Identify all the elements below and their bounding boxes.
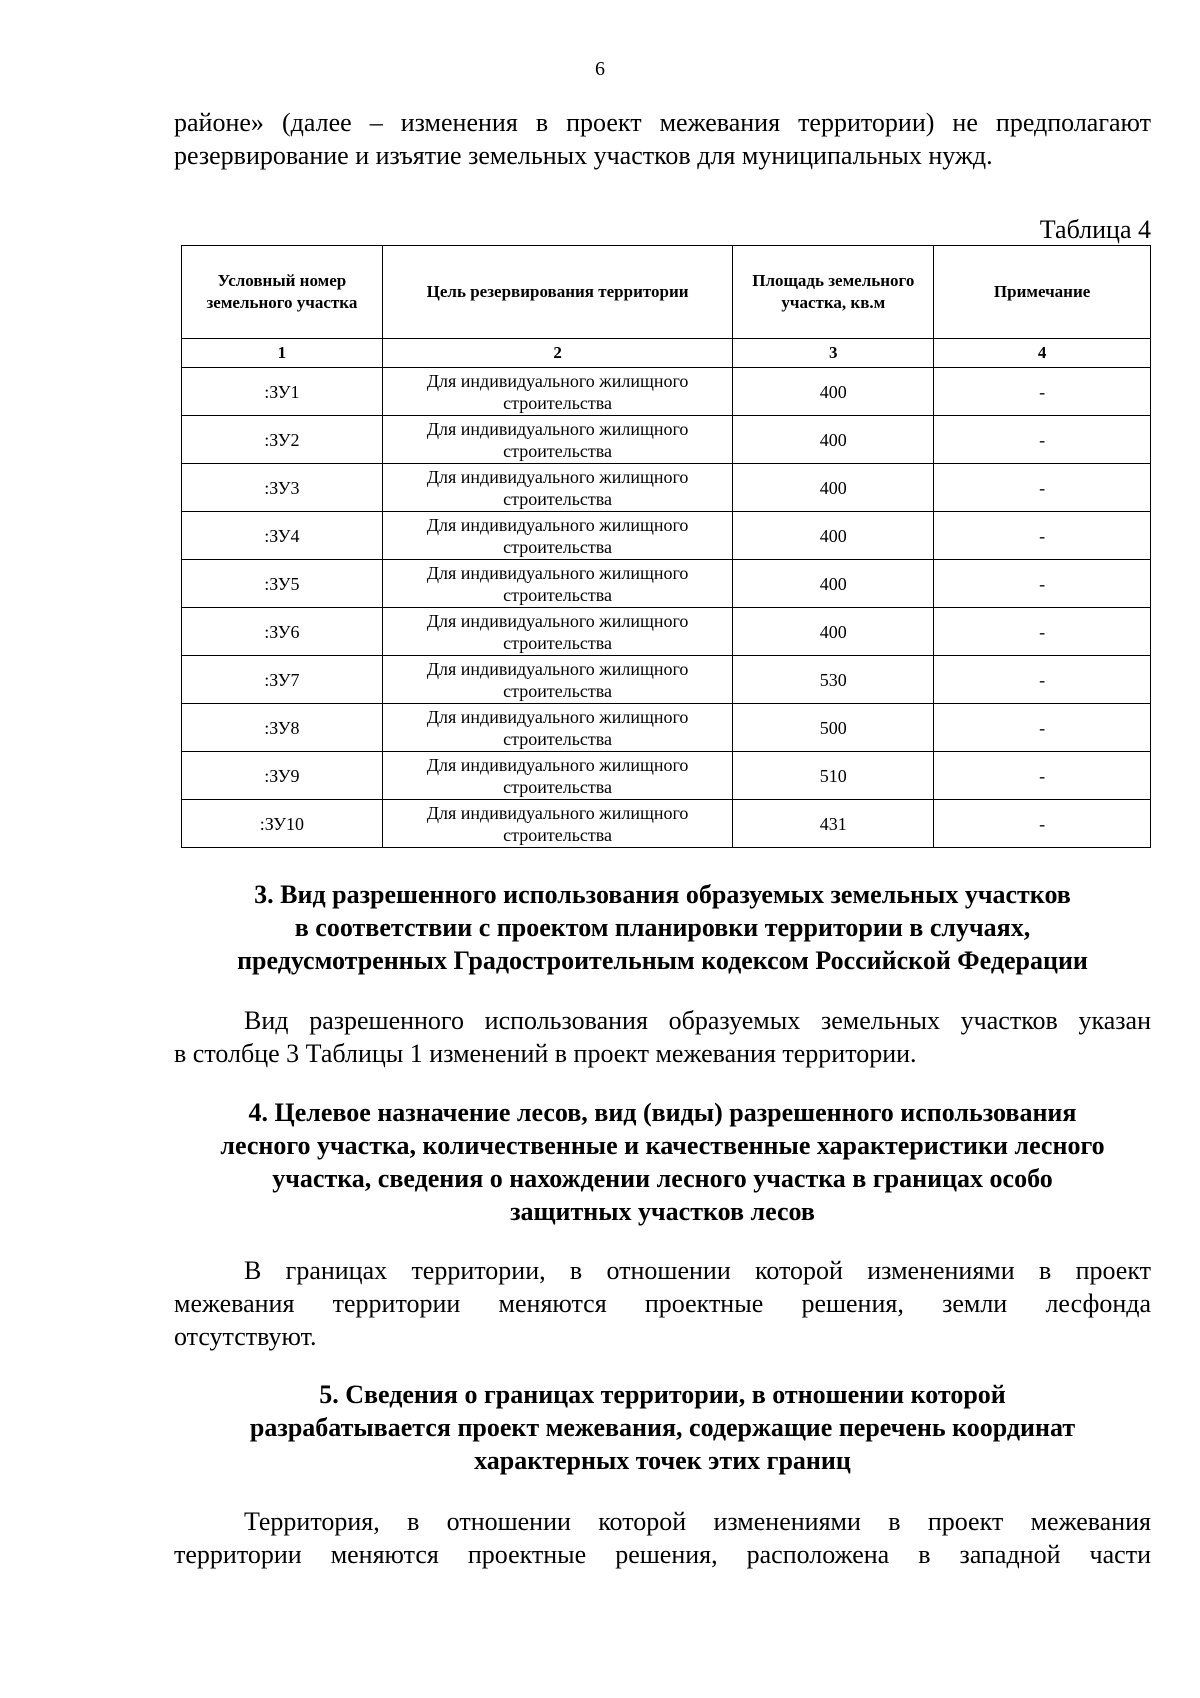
- purpose-cell: Для индивидуального жилищного строительства: [382, 416, 733, 464]
- heading-line: лесного участка, количественные и качественные характеристики лесного: [220, 1131, 1105, 1160]
- area-cell: 400: [733, 560, 934, 608]
- purpose-cell: Для индивидуального жилищного строительства: [382, 800, 733, 848]
- table-row: [182, 752, 1151, 800]
- table-row: [182, 464, 1151, 512]
- heading-line: в соответствии с проектом планировки территории в случаях,: [294, 913, 1031, 942]
- land-reservation-table: [181, 245, 1151, 848]
- area-cell: 400: [733, 416, 934, 464]
- paragraph-line: В границах территории, в отношении которой изменениями в проект: [244, 1256, 1151, 1285]
- header-cell: Цель резервирования территории: [382, 246, 733, 339]
- note-cell: -: [934, 800, 1151, 848]
- parcel-id-cell: :ЗУ1: [182, 368, 383, 416]
- table-row: [182, 704, 1151, 752]
- page-number: 6: [595, 58, 605, 80]
- intro-line: районе» (далее – изменения в проект межевания территории) не предполагают: [174, 108, 1151, 137]
- header-cell: Площадь земельного участка, кв.м: [733, 246, 934, 339]
- area-cell: 400: [733, 368, 934, 416]
- table-row: [182, 416, 1151, 464]
- column-number: 3: [733, 339, 934, 368]
- section-3-paragraph: [174, 1004, 1151, 1070]
- note-cell: -: [934, 656, 1151, 704]
- heading-line: характерных точек этих границ: [474, 1446, 851, 1475]
- purpose-cell: Для индивидуального жилищного строительства: [382, 464, 733, 512]
- paragraph-line: отсутствуют.: [174, 1322, 317, 1351]
- note-cell: -: [934, 464, 1151, 512]
- area-cell: 510: [733, 752, 934, 800]
- note-cell: -: [934, 608, 1151, 656]
- parcel-id-cell: :ЗУ4: [182, 512, 383, 560]
- area-cell: 400: [733, 464, 934, 512]
- purpose-cell: Для индивидуального жилищного строительства: [382, 752, 733, 800]
- section-3-heading: [174, 878, 1151, 977]
- area-cell: 431: [733, 800, 934, 848]
- note-cell: -: [934, 368, 1151, 416]
- paragraph-line: территории меняются проектные решения, расположена в западной части: [174, 1540, 1151, 1569]
- parcel-id-cell: :ЗУ5: [182, 560, 383, 608]
- heading-line: предусмотренных Градостроительным кодексом Российской Федерации: [237, 946, 1088, 975]
- parcel-id-cell: :ЗУ3: [182, 464, 383, 512]
- purpose-cell: Для индивидуального жилищного строительства: [382, 560, 733, 608]
- table-header-row: [182, 246, 1151, 339]
- purpose-cell: Для индивидуального жилищного строительства: [382, 704, 733, 752]
- heading-line: 3. Вид разрешенного использования образуемых земельных участков: [254, 880, 1071, 909]
- note-cell: -: [934, 416, 1151, 464]
- table-row: [182, 656, 1151, 704]
- note-cell: -: [934, 512, 1151, 560]
- column-number: 2: [382, 339, 733, 368]
- area-cell: 400: [733, 512, 934, 560]
- table-row: [182, 800, 1151, 848]
- table-row: [182, 560, 1151, 608]
- header-cell: Условный номер земельного участка: [182, 246, 383, 339]
- purpose-cell: Для индивидуального жилищного строительства: [382, 608, 733, 656]
- section-4-heading: [174, 1096, 1151, 1228]
- section-4-paragraph: [174, 1254, 1151, 1353]
- table-row: [182, 512, 1151, 560]
- note-cell: -: [934, 704, 1151, 752]
- heading-line: защитных участков лесов: [510, 1197, 815, 1226]
- intro-paragraph: [174, 106, 1151, 172]
- paragraph-line: в столбце 3 Таблицы 1 изменений в проект межевания территории.: [174, 1039, 917, 1068]
- purpose-cell: Для индивидуального жилищного строительства: [382, 656, 733, 704]
- heading-line: разрабатывается проект межевания, содержащие перечень координат: [249, 1413, 1076, 1442]
- note-cell: -: [934, 560, 1151, 608]
- heading-line: 4. Целевое назначение лесов, вид (виды) разрешенного использования: [248, 1098, 1077, 1127]
- parcel-id-cell: :ЗУ9: [182, 752, 383, 800]
- area-cell: 530: [733, 656, 934, 704]
- section-5-heading: [174, 1378, 1151, 1477]
- purpose-cell: Для индивидуального жилищного строительства: [382, 512, 733, 560]
- parcel-id-cell: :ЗУ2: [182, 416, 383, 464]
- area-cell: 500: [733, 704, 934, 752]
- paragraph-line: Территория, в отношении которой изменениями в проект межевания: [244, 1507, 1151, 1536]
- heading-line: 5. Сведения о границах территории, в отношении которой: [319, 1380, 1006, 1409]
- table-row: [182, 368, 1151, 416]
- purpose-cell: Для индивидуального жилищного строительства: [382, 368, 733, 416]
- paragraph-line: Вид разрешенного использования образуемых земельных участков указан: [244, 1006, 1151, 1035]
- area-cell: 400: [733, 608, 934, 656]
- paragraph-line: межевания территории меняются проектные решения, земли лесфонда: [174, 1289, 1151, 1318]
- parcel-id-cell: :ЗУ6: [182, 608, 383, 656]
- parcel-id-cell: :ЗУ8: [182, 704, 383, 752]
- parcel-id-cell: :ЗУ7: [182, 656, 383, 704]
- intro-line: резервирование и изъятие земельных участков для муниципальных нужд.: [174, 141, 993, 170]
- header-cell: Примечание: [934, 246, 1151, 339]
- column-number-row: [182, 339, 1151, 368]
- heading-line: участка, сведения о нахождении лесного участка в границах особо: [272, 1164, 1053, 1193]
- note-cell: -: [934, 752, 1151, 800]
- parcel-id-cell: :ЗУ10: [182, 800, 383, 848]
- column-number: 1: [182, 339, 383, 368]
- table-caption: Таблица 4: [1039, 215, 1151, 244]
- table-row: [182, 608, 1151, 656]
- column-number: 4: [934, 339, 1151, 368]
- section-5-paragraph: [174, 1505, 1151, 1571]
